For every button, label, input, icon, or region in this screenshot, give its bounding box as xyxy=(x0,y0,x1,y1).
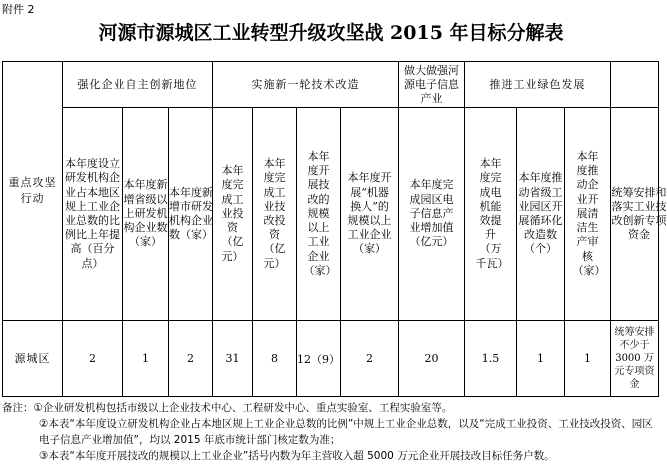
value-provincial-rd: 1 xyxy=(123,321,169,397)
group-header-innovation: 强化企业自主创新地位 xyxy=(63,62,213,108)
value-robot-enterprises: 2 xyxy=(341,321,399,397)
row-header-cell xyxy=(3,62,63,321)
value-rd-ratio: 2 xyxy=(63,321,123,397)
value-tech-enterprises: 12（9） xyxy=(297,321,341,397)
value-clean-production: 1 xyxy=(565,321,611,397)
value-circular-parks: 1 xyxy=(517,321,565,397)
value-tech-investment: 8 xyxy=(253,321,297,397)
group-header-tech-upgrade: 实施新一轮技术改造 xyxy=(213,62,399,108)
group-header-green: 推进工业绿色发展 xyxy=(465,62,611,108)
value-special-funds-text: 统筹安排不少于 3000 万元专项资金 xyxy=(614,327,655,390)
value-special-funds xyxy=(611,321,659,397)
value-electronics-value: 20 xyxy=(399,321,465,397)
col-header-electronics-value: 本年度完成园区电子信息产业增加值（亿元） xyxy=(399,108,465,321)
note-1: 备注：①企业研发机构包括市级以上企业技术中心、工程研发中心、重点实验室、工程实验室等。 xyxy=(2,402,453,414)
col-header-provincial-rd: 本年度新增省级以上研发机构企业数（家） xyxy=(123,108,169,321)
col-header-robot-enterprises: 本年度开展“机器换人”的规模以上工业企业（家） xyxy=(341,108,399,321)
row-name-cell: 源城区 xyxy=(3,321,63,397)
col-header-circular-parks: 本年度推动省级工业园区开展循环化改造数（个） xyxy=(517,108,565,321)
col-header-special-funds: 统筹安排和落实工业技改创新专项资金 xyxy=(611,108,659,321)
col-header-tech-enterprises: 本年度开展技改的规模以上工业企业（家） xyxy=(297,108,341,321)
col-header-motor-efficiency: 本年度完成电机能效提升（万千瓦） xyxy=(465,108,517,321)
col-header-city-rd: 本年度新增市研发机构企业数（家） xyxy=(169,108,213,321)
group-header-electronics-label: 做大做强河源电子信息产业 xyxy=(404,63,460,105)
value-industrial-investment: 31 xyxy=(213,321,253,397)
note-3: ③本表“本年度开展技改的规模以上工业企业”括号内数为年主营收入超 5000 万元企业开展技改目标任务户数。 xyxy=(39,450,555,462)
notes xyxy=(2,400,658,464)
attachment-label: 附件 2 xyxy=(2,3,35,16)
page-title: 河源市源城区工业转型升级攻坚战 2015 年目标分解表 xyxy=(98,22,564,44)
row-header-label: 重点攻坚行动 xyxy=(8,176,57,205)
group-header-empty xyxy=(611,62,659,108)
value-city-rd: 2 xyxy=(169,321,213,397)
target-table xyxy=(2,61,667,397)
note-2: ②本表“本年度设立研发机构企业占本地区规上工业企业总数的比例”中规上工业企业总数，以及“完成工业投资、工业技改投资、园区电子信息产业增加值”，均以 2015 年底市统计部门核定数为准； xyxy=(39,418,653,446)
col-header-industrial-investment: 本年度完成工业投资（亿元） xyxy=(213,108,253,321)
group-header-electronics xyxy=(399,62,465,108)
value-motor-efficiency: 1.5 xyxy=(465,321,517,397)
col-header-rd-ratio: 本年度设立研发机构企业占本地区规上工业企业总数的比例比上年提高（百分点） xyxy=(63,108,123,321)
col-header-clean-production: 本年度推动企业开展清洁生产审核（家） xyxy=(565,108,611,321)
col-header-tech-investment: 本年度完成工业技改投资（亿元） xyxy=(253,108,297,321)
